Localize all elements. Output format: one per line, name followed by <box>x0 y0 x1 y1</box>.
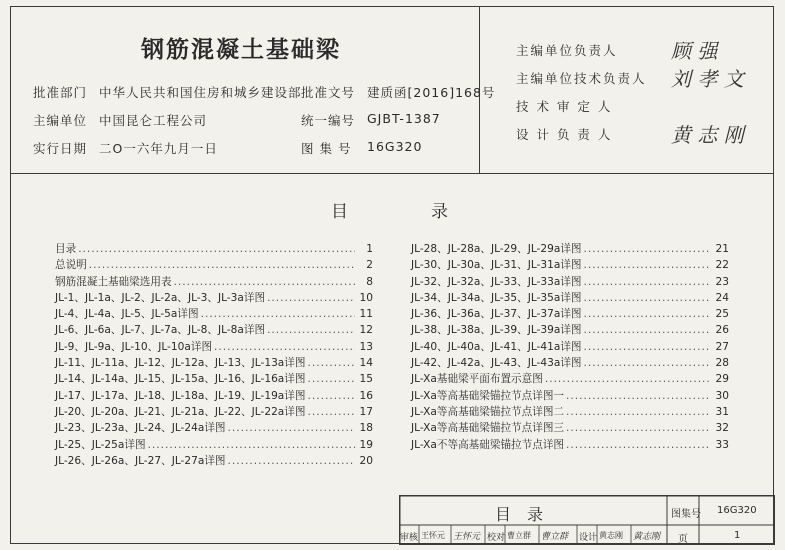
toc-row <box>411 257 729 273</box>
toc-row <box>55 290 373 306</box>
toc-entry-page: 25 <box>715 308 729 321</box>
drawing-sheet <box>10 6 774 544</box>
editor-unit-label: 主编单位 <box>33 113 88 128</box>
toc-leader-dots <box>148 439 355 451</box>
toc-leader-dots <box>174 276 355 288</box>
responsible-role: 主编单位技术负责人 <box>516 71 647 86</box>
design-name: 黄志刚 <box>599 531 623 540</box>
toc-entry-title: JL-40、JL-40a、JL-41、JL-41a详图 <box>411 340 582 353</box>
toc-entry-page: 14 <box>359 357 373 370</box>
toc-leader-dots <box>584 308 711 320</box>
toc-row <box>55 322 373 338</box>
effective-date-label: 实行日期 <box>33 141 88 156</box>
toc-leader-dots <box>584 292 711 304</box>
toc-entry-page: 15 <box>359 373 373 386</box>
toc-row <box>55 355 373 371</box>
toc-entry-page: 23 <box>715 275 729 288</box>
toc-leader-dots <box>584 276 711 288</box>
toc-leader-dots <box>566 390 711 402</box>
toc-row <box>55 371 373 387</box>
toc-row <box>411 322 729 338</box>
toc-entry-page: 18 <box>359 422 373 435</box>
toc-row <box>55 388 373 404</box>
toc-entry-page: 31 <box>715 405 729 418</box>
toc-entry-title: JL-9、JL-9a、JL-10、JL-10a详图 <box>55 340 213 353</box>
toc-title-left: 目 <box>331 202 350 222</box>
footer-atlas-no: 16G320 <box>717 505 757 516</box>
design-signature: 黄志刚 <box>633 532 661 542</box>
toc-entry-title: JL-6、JL-6a、JL-7、JL-7a、JL-8、JL-8a详图 <box>55 324 266 337</box>
toc-entry-title: JL-25、JL-25a详图 <box>55 438 146 451</box>
footer-atlas-no-label: 图集号 <box>671 509 701 520</box>
toc-leader-dots <box>566 406 711 418</box>
toc-entry-title: JL-38、JL-38a、JL-39、JL-39a详图 <box>411 324 582 337</box>
toc-entry-page: 21 <box>715 243 729 255</box>
toc-entry-title: 目录 <box>55 243 77 255</box>
toc-row <box>55 339 373 355</box>
toc-leader-dots <box>584 259 711 271</box>
toc-row <box>55 437 373 453</box>
toc-left-column <box>55 241 373 469</box>
header-divider <box>11 173 773 174</box>
toc-entry-page: 19 <box>359 438 373 451</box>
toc-entry-title: JL-14、JL-14a、JL-15、JL-15a、JL-16、JL-16a详图 <box>55 373 306 386</box>
unified-no-label: 统一编号 <box>301 113 356 128</box>
unified-no: GJBT-1387 <box>367 111 441 126</box>
toc-row <box>55 241 373 257</box>
toc-entry-page: 29 <box>715 373 729 386</box>
toc-entry-title: JL-1、JL-1a、JL-2、JL-2a、JL-3、JL-3a详图 <box>55 291 266 304</box>
toc-entry-title: JL-28、JL-28a、JL-29、JL-29a详图 <box>411 243 582 255</box>
toc-entry-title: 钢筋混凝土基础梁选用表 <box>55 275 172 288</box>
approval-dept-label: 批准部门 <box>33 85 88 100</box>
signature: 刘 孝 文 <box>671 67 744 91</box>
toc-entry-page: 1 <box>366 243 373 255</box>
toc-entry-title: JL-Xa等高基础梁锚拉节点详图三 <box>411 422 565 435</box>
toc-row <box>411 339 729 355</box>
toc-entry-page: 11 <box>359 308 373 321</box>
editor-unit: 中国昆仑工程公司 <box>99 113 208 128</box>
toc-entry-page: 24 <box>715 291 729 304</box>
responsible-role: 主编单位负责人 <box>516 43 618 58</box>
toc-row <box>55 404 373 420</box>
toc-leader-dots <box>584 341 711 353</box>
toc-leader-dots <box>308 390 356 402</box>
responsible-role: 设 计 负 责 人 <box>516 127 613 142</box>
toc-row <box>411 306 729 322</box>
approval-doc-label: 批准文号 <box>301 85 356 100</box>
responsible-role: 技 术 审 定 人 <box>516 99 613 114</box>
toc-row <box>411 274 729 290</box>
page-number: 1 <box>734 530 741 541</box>
toc-entry-page: 8 <box>366 275 373 288</box>
toc-entry-page: 12 <box>359 324 373 337</box>
toc-leader-dots <box>89 259 355 271</box>
check-label: 校对 <box>487 533 506 543</box>
toc-entry-title: JL-Xa基础梁平面布置示意图 <box>411 373 543 386</box>
footer-title-block <box>399 495 775 545</box>
toc-entry-page: 22 <box>715 259 729 272</box>
toc-leader-dots <box>566 422 711 434</box>
toc-entry-title: 总说明 <box>55 259 87 272</box>
toc-leader-dots <box>584 243 711 255</box>
toc-entry-page: 33 <box>715 438 729 451</box>
page-label: 页 <box>678 534 688 545</box>
review-label: 审核 <box>400 533 419 543</box>
atlas-no-label: 图 集 号 <box>301 141 352 156</box>
toc-leader-dots <box>78 243 355 255</box>
toc-entry-title: JL-23、JL-23a、JL-24、JL-24a详图 <box>55 422 226 435</box>
toc-entry-page: 13 <box>359 340 373 353</box>
toc-row <box>411 371 729 387</box>
toc-entry-page: 17 <box>359 405 373 418</box>
toc-leader-dots <box>267 324 355 336</box>
toc-row <box>55 306 373 322</box>
toc-row <box>55 420 373 436</box>
toc-leader-dots <box>545 373 711 385</box>
toc-leader-dots <box>584 324 711 336</box>
check-name: 曹立群 <box>507 531 531 540</box>
effective-date: 二O一六年九月一日 <box>99 141 218 156</box>
toc-row <box>411 437 729 453</box>
toc-leader-dots <box>566 439 711 451</box>
toc-row <box>411 404 729 420</box>
toc-entry-page: 30 <box>715 389 729 402</box>
toc-row <box>411 290 729 306</box>
toc-row <box>55 257 373 273</box>
approval-dept: 中华人民共和国住房和城乡建设部 <box>99 85 302 100</box>
toc-entry-title: JL-Xa等高基础梁锚拉节点详图二 <box>411 405 565 418</box>
toc-leader-dots <box>228 455 355 467</box>
signature: 黄 志 刚 <box>671 123 744 147</box>
toc-leader-dots <box>201 308 355 320</box>
toc-entry-page: 32 <box>715 422 729 435</box>
toc-row <box>411 241 729 257</box>
toc-row <box>411 420 729 436</box>
toc-leader-dots <box>267 292 355 304</box>
toc-entry-title: JL-17、JL-17a、JL-18、JL-18a、JL-19、JL-19a详图 <box>55 389 306 402</box>
toc-entry-page: 27 <box>715 340 729 353</box>
atlas-title: 钢筋混凝土基础梁 <box>141 37 341 63</box>
toc-row <box>411 388 729 404</box>
check-signature: 曹立群 <box>541 532 569 542</box>
design-label: 设计 <box>579 533 598 543</box>
review-name: 王怀元 <box>421 531 445 540</box>
toc-entry-page: 26 <box>715 324 729 337</box>
toc-leader-dots <box>308 373 356 385</box>
toc-row <box>411 355 729 371</box>
toc-entry-page: 28 <box>715 357 729 370</box>
toc-row <box>55 274 373 290</box>
toc-entry-page: 16 <box>359 389 373 402</box>
toc-entry-title: JL-34、JL-34a、JL-35、JL-35a详图 <box>411 291 582 304</box>
toc-entry-title: JL-Xa不等高基础梁锚拉节点详图 <box>411 438 565 451</box>
toc-leader-dots <box>584 357 711 369</box>
toc-entry-title: JL-4、JL-4a、JL-5、JL-5a详图 <box>55 308 199 321</box>
toc-leader-dots <box>228 422 355 434</box>
footer-title: 目录 <box>495 505 560 524</box>
toc-entry-title: JL-Xa等高基础梁锚拉节点详图一 <box>411 389 565 402</box>
toc-right-column <box>411 241 729 453</box>
approval-doc: 建质函[2016]168号 <box>367 85 496 100</box>
toc-entry-title: JL-32、JL-32a、JL-33、JL-33a详图 <box>411 275 582 288</box>
toc-entry-page: 20 <box>359 454 373 467</box>
toc-entry-page: 10 <box>359 291 373 304</box>
toc-title-right: 录 <box>431 202 450 222</box>
toc-row <box>55 453 373 469</box>
toc-entry-title: JL-20、JL-20a、JL-21、JL-21a、JL-22、JL-22a详图 <box>55 405 306 418</box>
signature: 顾 强 <box>671 39 718 63</box>
toc-entry-page: 2 <box>366 259 373 272</box>
toc-entry-title: JL-26、JL-26a、JL-27、JL-27a详图 <box>55 454 226 467</box>
toc-leader-dots <box>308 406 356 418</box>
toc-entry-title: JL-11、JL-11a、JL-12、JL-12a、JL-13、JL-13a详图 <box>55 357 306 370</box>
atlas-no: 16G320 <box>367 139 423 154</box>
toc-leader-dots <box>308 357 356 369</box>
toc-entry-title: JL-30、JL-30a、JL-31、JL-31a详图 <box>411 259 582 272</box>
toc-entry-title: JL-36、JL-36a、JL-37、JL-37a详图 <box>411 308 582 321</box>
review-signature: 王怀元 <box>453 532 481 542</box>
toc-entry-title: JL-42、JL-42a、JL-43、JL-43a详图 <box>411 357 582 370</box>
toc-leader-dots <box>214 341 355 353</box>
